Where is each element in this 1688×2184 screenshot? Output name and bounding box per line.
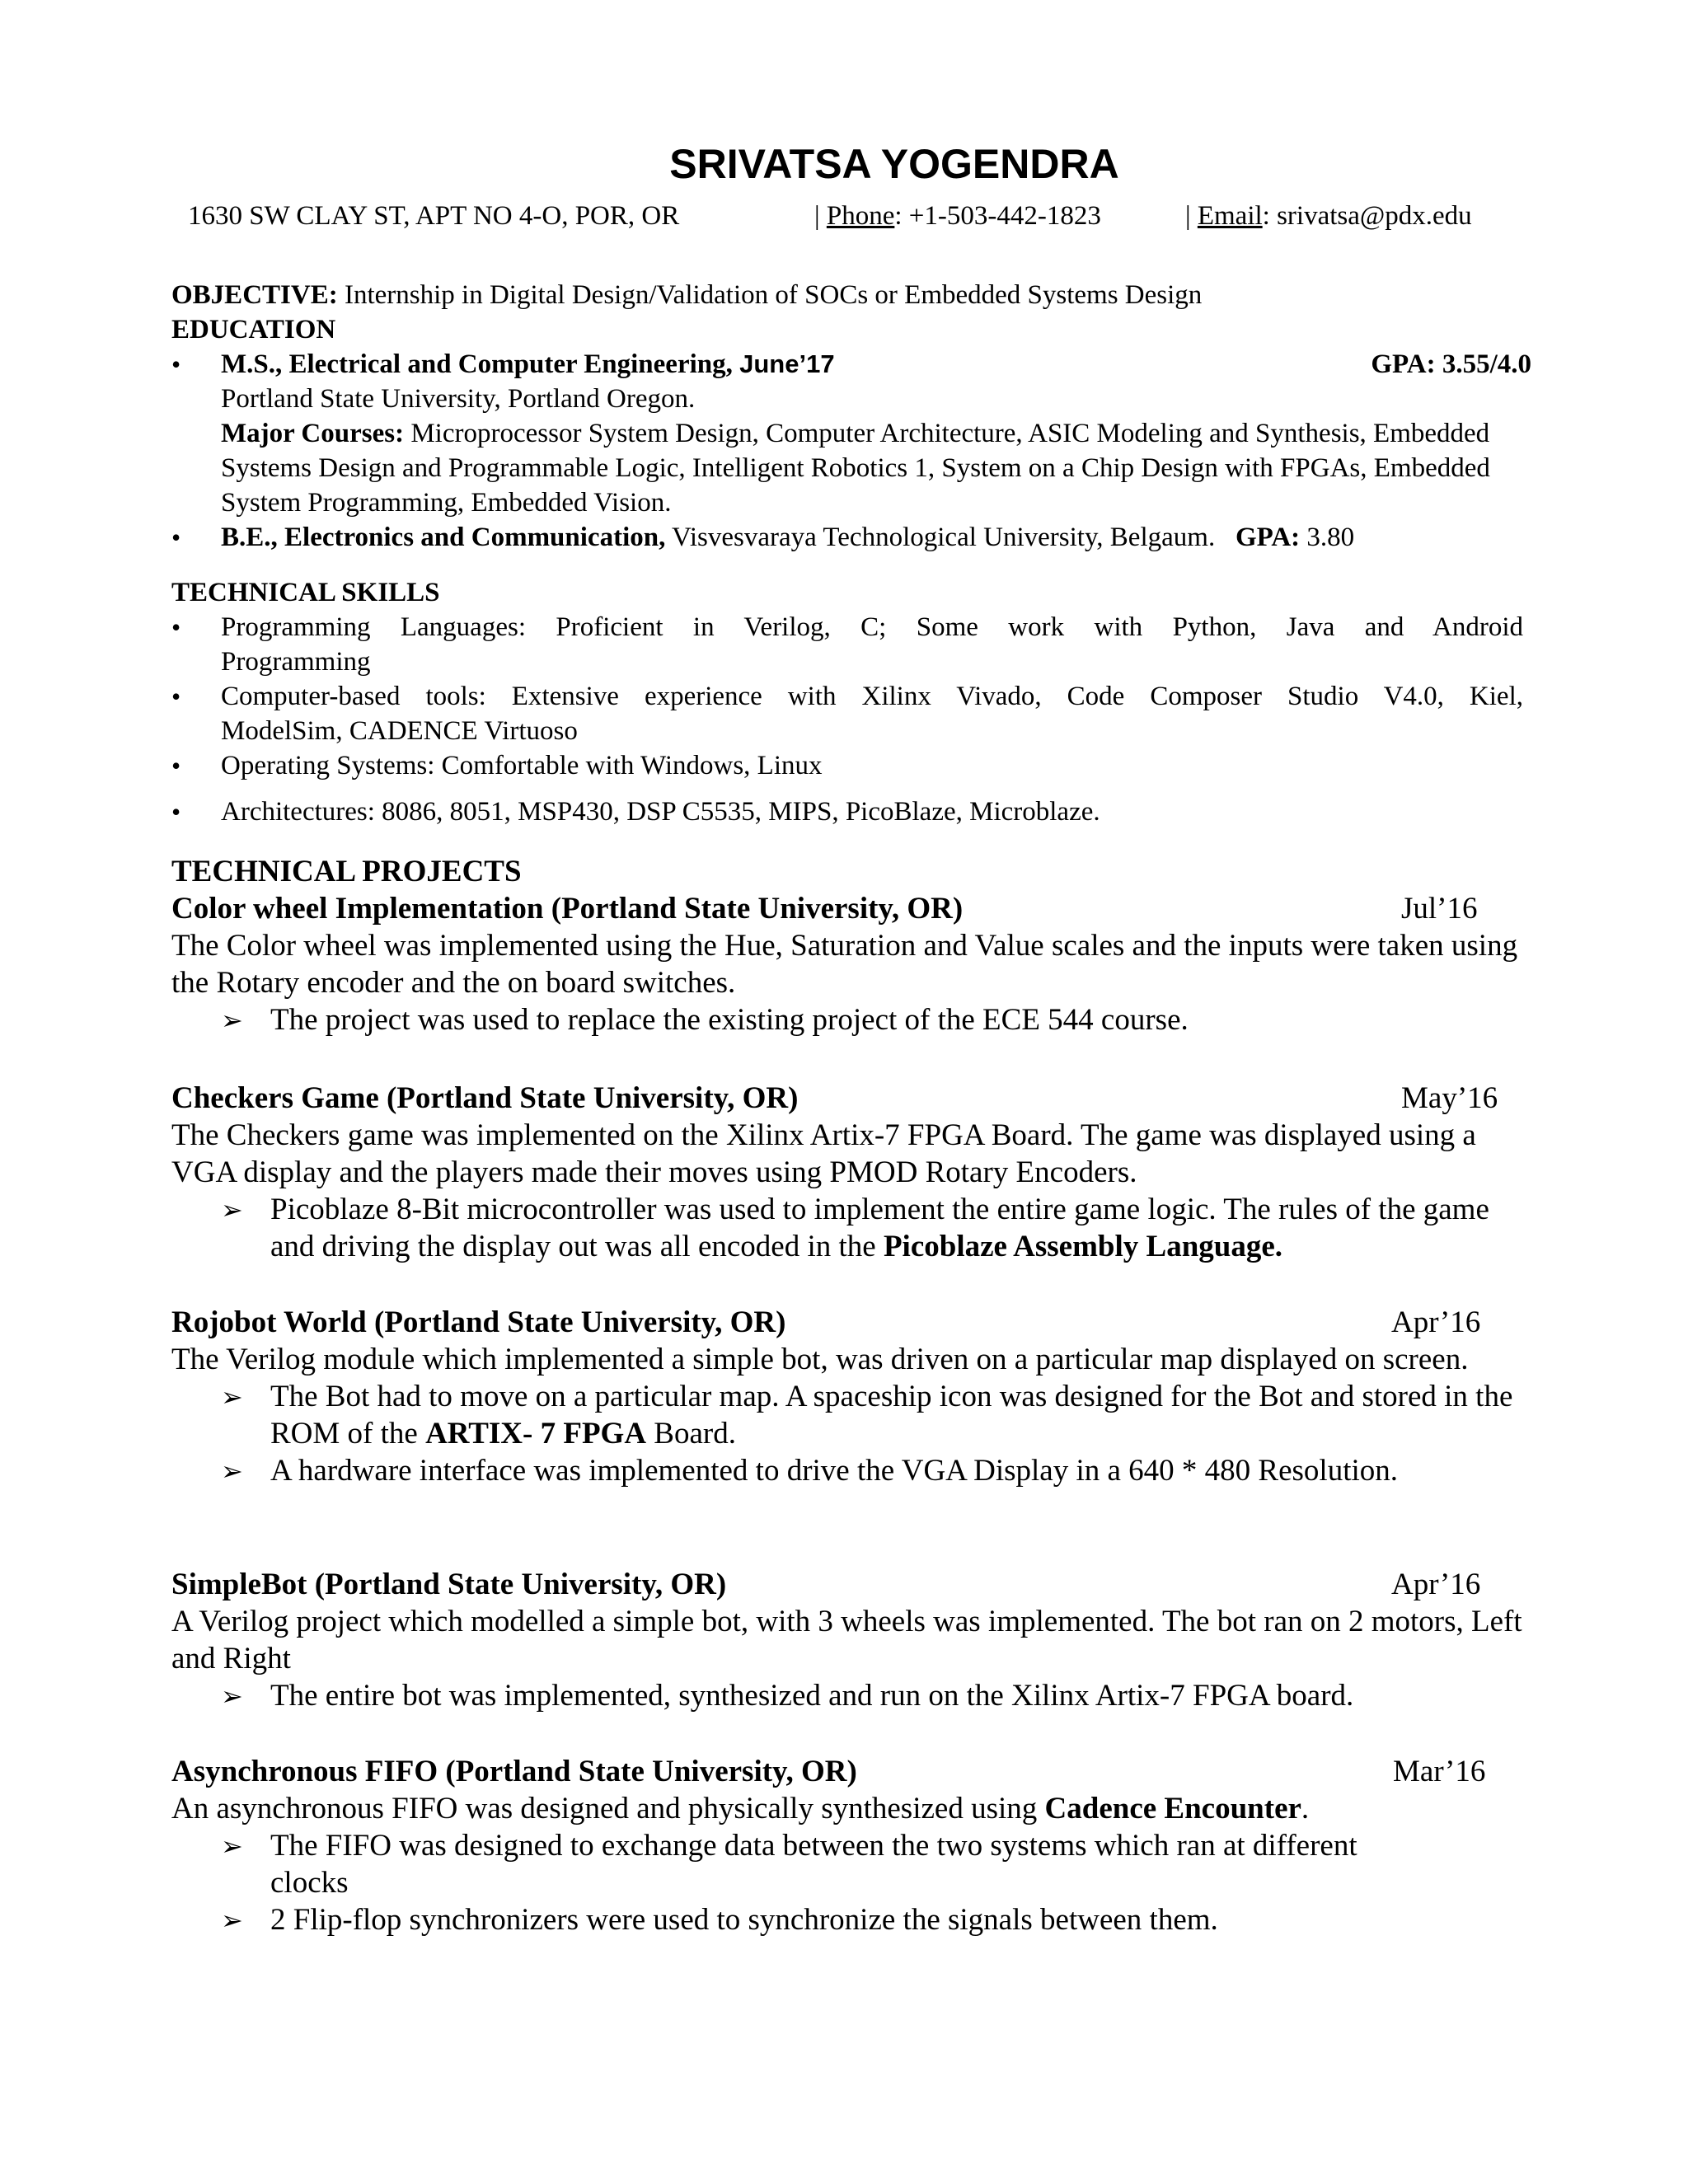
project-title-row: [171, 1080, 1523, 1117]
project-description: The Color wheel was implemented using the Hue, Saturation and Value scales and the inputs were taken using the Rotary encoder and the on board switches.: [171, 929, 1518, 1000]
project-title-row: [171, 1304, 1523, 1341]
objective-text: Internship in Digital Design/Validation of SOCs or Embedded Systems Design: [337, 280, 1203, 310]
email-field: | Email: srivatsa@pdx.edu: [1185, 201, 1472, 231]
project-bullet: ➢ The FIFO was designed to exchange data between the two systems which ran at different clocks: [171, 1827, 1523, 1901]
project-title: Rojobot World (Portland State University, OR): [171, 1305, 786, 1339]
resume-name: SRIVATSA YOGENDRA: [669, 141, 1119, 187]
arrow-bullet-icon: [221, 1677, 262, 1715]
project-bullet: ➢ A hardware interface was implemented to drive the VGA Display in a 640 * 480 Resolution.: [171, 1452, 1523, 1489]
ms-courses: Major Courses: Microprocessor System Design, Computer Architecture, ASIC Modeling and Synthesis, Embedded Systems Design and Programmable Logic, Intelligent Robotics 1, System on a Chip Design with FPGAs, Embedded System Programming, Embedded Vision.: [221, 419, 1490, 518]
arrow-bullet-icon: [221, 1901, 262, 1939]
arrow-bullet-icon: [221, 1191, 262, 1229]
project-title: Color wheel Implementation (Portland State University, OR): [171, 892, 964, 926]
skill-item: • Programming Languages: Proficient in Verilog, C; Some work with Python, Java and Android Programming: [171, 610, 1523, 679]
project-description: An asynchronous FIFO was designed and physically synthesized using Cadence Encounter.: [171, 1792, 1310, 1825]
project-async-fifo: [171, 1753, 1523, 1938]
project-rojobot: [171, 1304, 1523, 1489]
phone-field: | Phone: +1-503-442-1823: [814, 201, 1101, 231]
project-description: The Verilog module which implemented a simple bot, was driven on a particular map displayed on screen.: [171, 1343, 1469, 1376]
education-be: [171, 520, 1523, 555]
project-date: Jul’16: [1401, 892, 1478, 926]
project-title: SimpleBot (Portland State University, OR): [171, 1568, 727, 1601]
project-title-row: [171, 1566, 1523, 1603]
skills-section: [171, 575, 1523, 829]
project-description: The Checkers game was implemented on the Xilinx Artix-7 FPGA Board. The game was displayed using a VGA display and the players made their moves using PMOD Rotary Encoders.: [171, 1118, 1476, 1189]
project-title-row: [171, 890, 1523, 927]
phone-number: : +1-503-442-1823: [894, 201, 1101, 231]
project-simplebot: [171, 1566, 1523, 1714]
skill-item: • Operating Systems: Comfortable with Windows, Linux: [171, 748, 1523, 783]
ms-school: Portland State University, Portland Oregon.: [221, 384, 696, 414]
bullet-icon: [171, 520, 221, 555]
bullet-icon: [171, 347, 221, 382]
objective-line: [171, 278, 1523, 312]
be-school: Visvesvaraya Technological University, Belgaum.: [665, 523, 1216, 552]
project-bullet: ➢ 2 Flip-flop synchronizers were used to synchronize the signals between them.: [171, 1901, 1523, 1938]
bullet-icon: [171, 610, 221, 645]
project-color-wheel: [171, 853, 1523, 1038]
ms-date: June’17: [739, 349, 835, 378]
arrow-bullet-icon: [221, 1378, 262, 1416]
project-title-row: [171, 1753, 1523, 1790]
ms-gpa: GPA: 3.55/4.0: [1371, 349, 1531, 379]
skill-item: • Architectures: 8086, 8051, MSP430, DSP C5535, MIPS, PicoBlaze, Microblaze.: [171, 794, 1523, 829]
project-date: Apr’16: [1391, 1305, 1481, 1339]
phone-label: Phone: [826, 201, 895, 231]
bullet-icon: [171, 794, 221, 830]
project-bullet: ➢ The entire bot was implemented, synthesized and run on the Xilinx Artix-7 FPGA board.: [171, 1677, 1523, 1714]
project-date: Mar’16: [1393, 1755, 1486, 1788]
arrow-bullet-icon: [221, 1827, 262, 1865]
email-label: Email: [1197, 201, 1263, 231]
project-date: Apr’16: [1391, 1568, 1481, 1601]
project-bullet: ➢ The Bot had to move on a particular map. A spaceship icon was designed for the Bot and stored in the ROM of the ARTIX- 7 FPGA Board.: [171, 1378, 1523, 1452]
bullet-icon: [171, 679, 221, 715]
projects-heading: TECHNICAL PROJECTS: [171, 855, 522, 888]
ms-degree: M.S., Electrical and Computer Engineering,: [221, 349, 740, 379]
address: 1630 SW CLAY ST, APT NO 4-O, POR, OR: [188, 201, 680, 231]
be-degree: B.E., Electronics and Communication,: [221, 523, 666, 552]
project-checkers: [171, 1080, 1523, 1265]
project-date: May’16: [1401, 1081, 1498, 1115]
arrow-bullet-icon: [221, 1452, 262, 1490]
be-gpa-label: GPA:: [1235, 523, 1301, 552]
project-bullet: ➢ Picoblaze 8-Bit microcontroller was used to implement the entire game logic. The rules of the game and driving the display out was all encoded in the Picoblaze Assembly Language.: [171, 1191, 1523, 1265]
be-gpa: 3.80: [1300, 523, 1355, 552]
project-description: A Verilog project which modelled a simple bot, with 3 wheels was implemented. The bot ran on 2 motors, Left and Right: [171, 1605, 1522, 1675]
objective-label: OBJECTIVE:: [171, 280, 338, 310]
arrow-bullet-icon: [221, 1001, 262, 1039]
education-heading: EDUCATION: [171, 315, 336, 344]
project-bullet: ➢ The project was used to replace the existing project of the ECE 544 course.: [171, 1001, 1523, 1038]
email-address: : srivatsa@pdx.edu: [1262, 201, 1472, 231]
objective-section: [171, 278, 1531, 555]
skills-heading: TECHNICAL SKILLS: [171, 578, 440, 607]
project-title: Asynchronous FIFO (Portland State University, OR): [171, 1755, 857, 1788]
project-title: Checkers Game (Portland State University, OR): [171, 1081, 799, 1115]
bullet-icon: [171, 748, 221, 784]
education-ms: [171, 347, 1531, 520]
skill-item: • Computer-based tools: Extensive experience with Xilinx Vivado, Code Composer Studio V4.0, Kiel, ModelSim, CADENCE Virtuoso: [171, 679, 1523, 748]
